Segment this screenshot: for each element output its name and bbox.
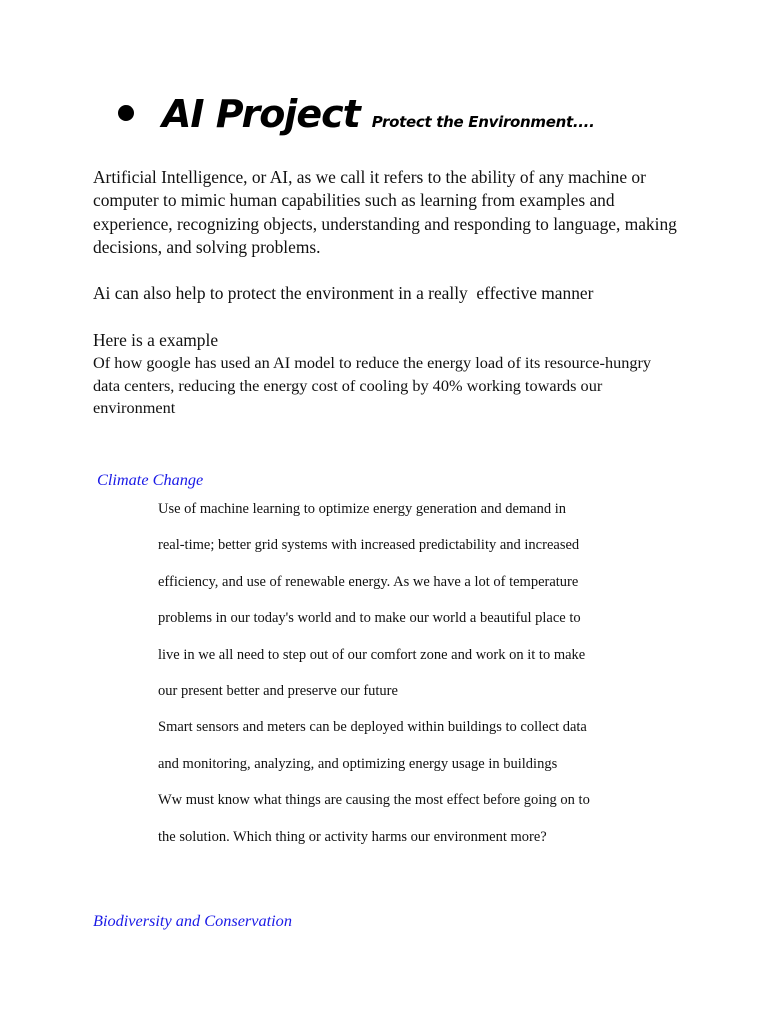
body-line: efficiency, and use of renewable energy. As we have a lot of temperature	[158, 573, 579, 590]
example-paragraph: Of how google has used an AI model to reduce the energy load of its resource-hungry data centers, reducing the energy cost of cooling by 40% working towards our environment	[93, 353, 652, 417]
intro-paragraph: Artificial Intelligence, or AI, as we call it refers to the ability of any machine or computer to mimic human capabilities such as learning from examples and experience, recognizing objects, understanding and responding to language, making decisions, and solving problems.	[93, 167, 677, 257]
section-heading-climate-change: Climate Change	[97, 470, 204, 489]
body-line: Ww must know what things are causing the most effect before going on to	[158, 792, 590, 809]
title-row	[118, 92, 594, 136]
section-heading-biodiversity: Biodiversity and Conservation	[93, 911, 292, 930]
body-line: Smart sensors and meters can be deployed within buildings to collect data	[158, 719, 587, 736]
body-line: problems in our today's world and to make our world a beautiful place to	[158, 610, 581, 627]
environment-paragraph: Ai can also help to protect the environment in a really effective manner	[93, 283, 594, 303]
body-line: the solution. Which thing or activity harms our environment more?	[158, 828, 547, 845]
page-subtitle: Protect the Environment....	[371, 113, 595, 131]
body-line: and monitoring, analyzing, and optimizing energy usage in buildings	[158, 755, 558, 772]
body-line: real-time; better grid systems with increased predictability and increased	[158, 537, 580, 554]
bullet-icon	[118, 105, 134, 121]
example-heading: Here is a example	[93, 330, 219, 350]
body-line: Use of machine learning to optimize energy generation and demand in	[158, 501, 567, 517]
climate-change-body	[158, 491, 678, 855]
body-line: live in we all need to step out of our comfort zone and work on it to make	[158, 646, 586, 663]
page-title: AI Project	[162, 92, 360, 136]
body-line: our present better and preserve our future	[158, 683, 398, 700]
